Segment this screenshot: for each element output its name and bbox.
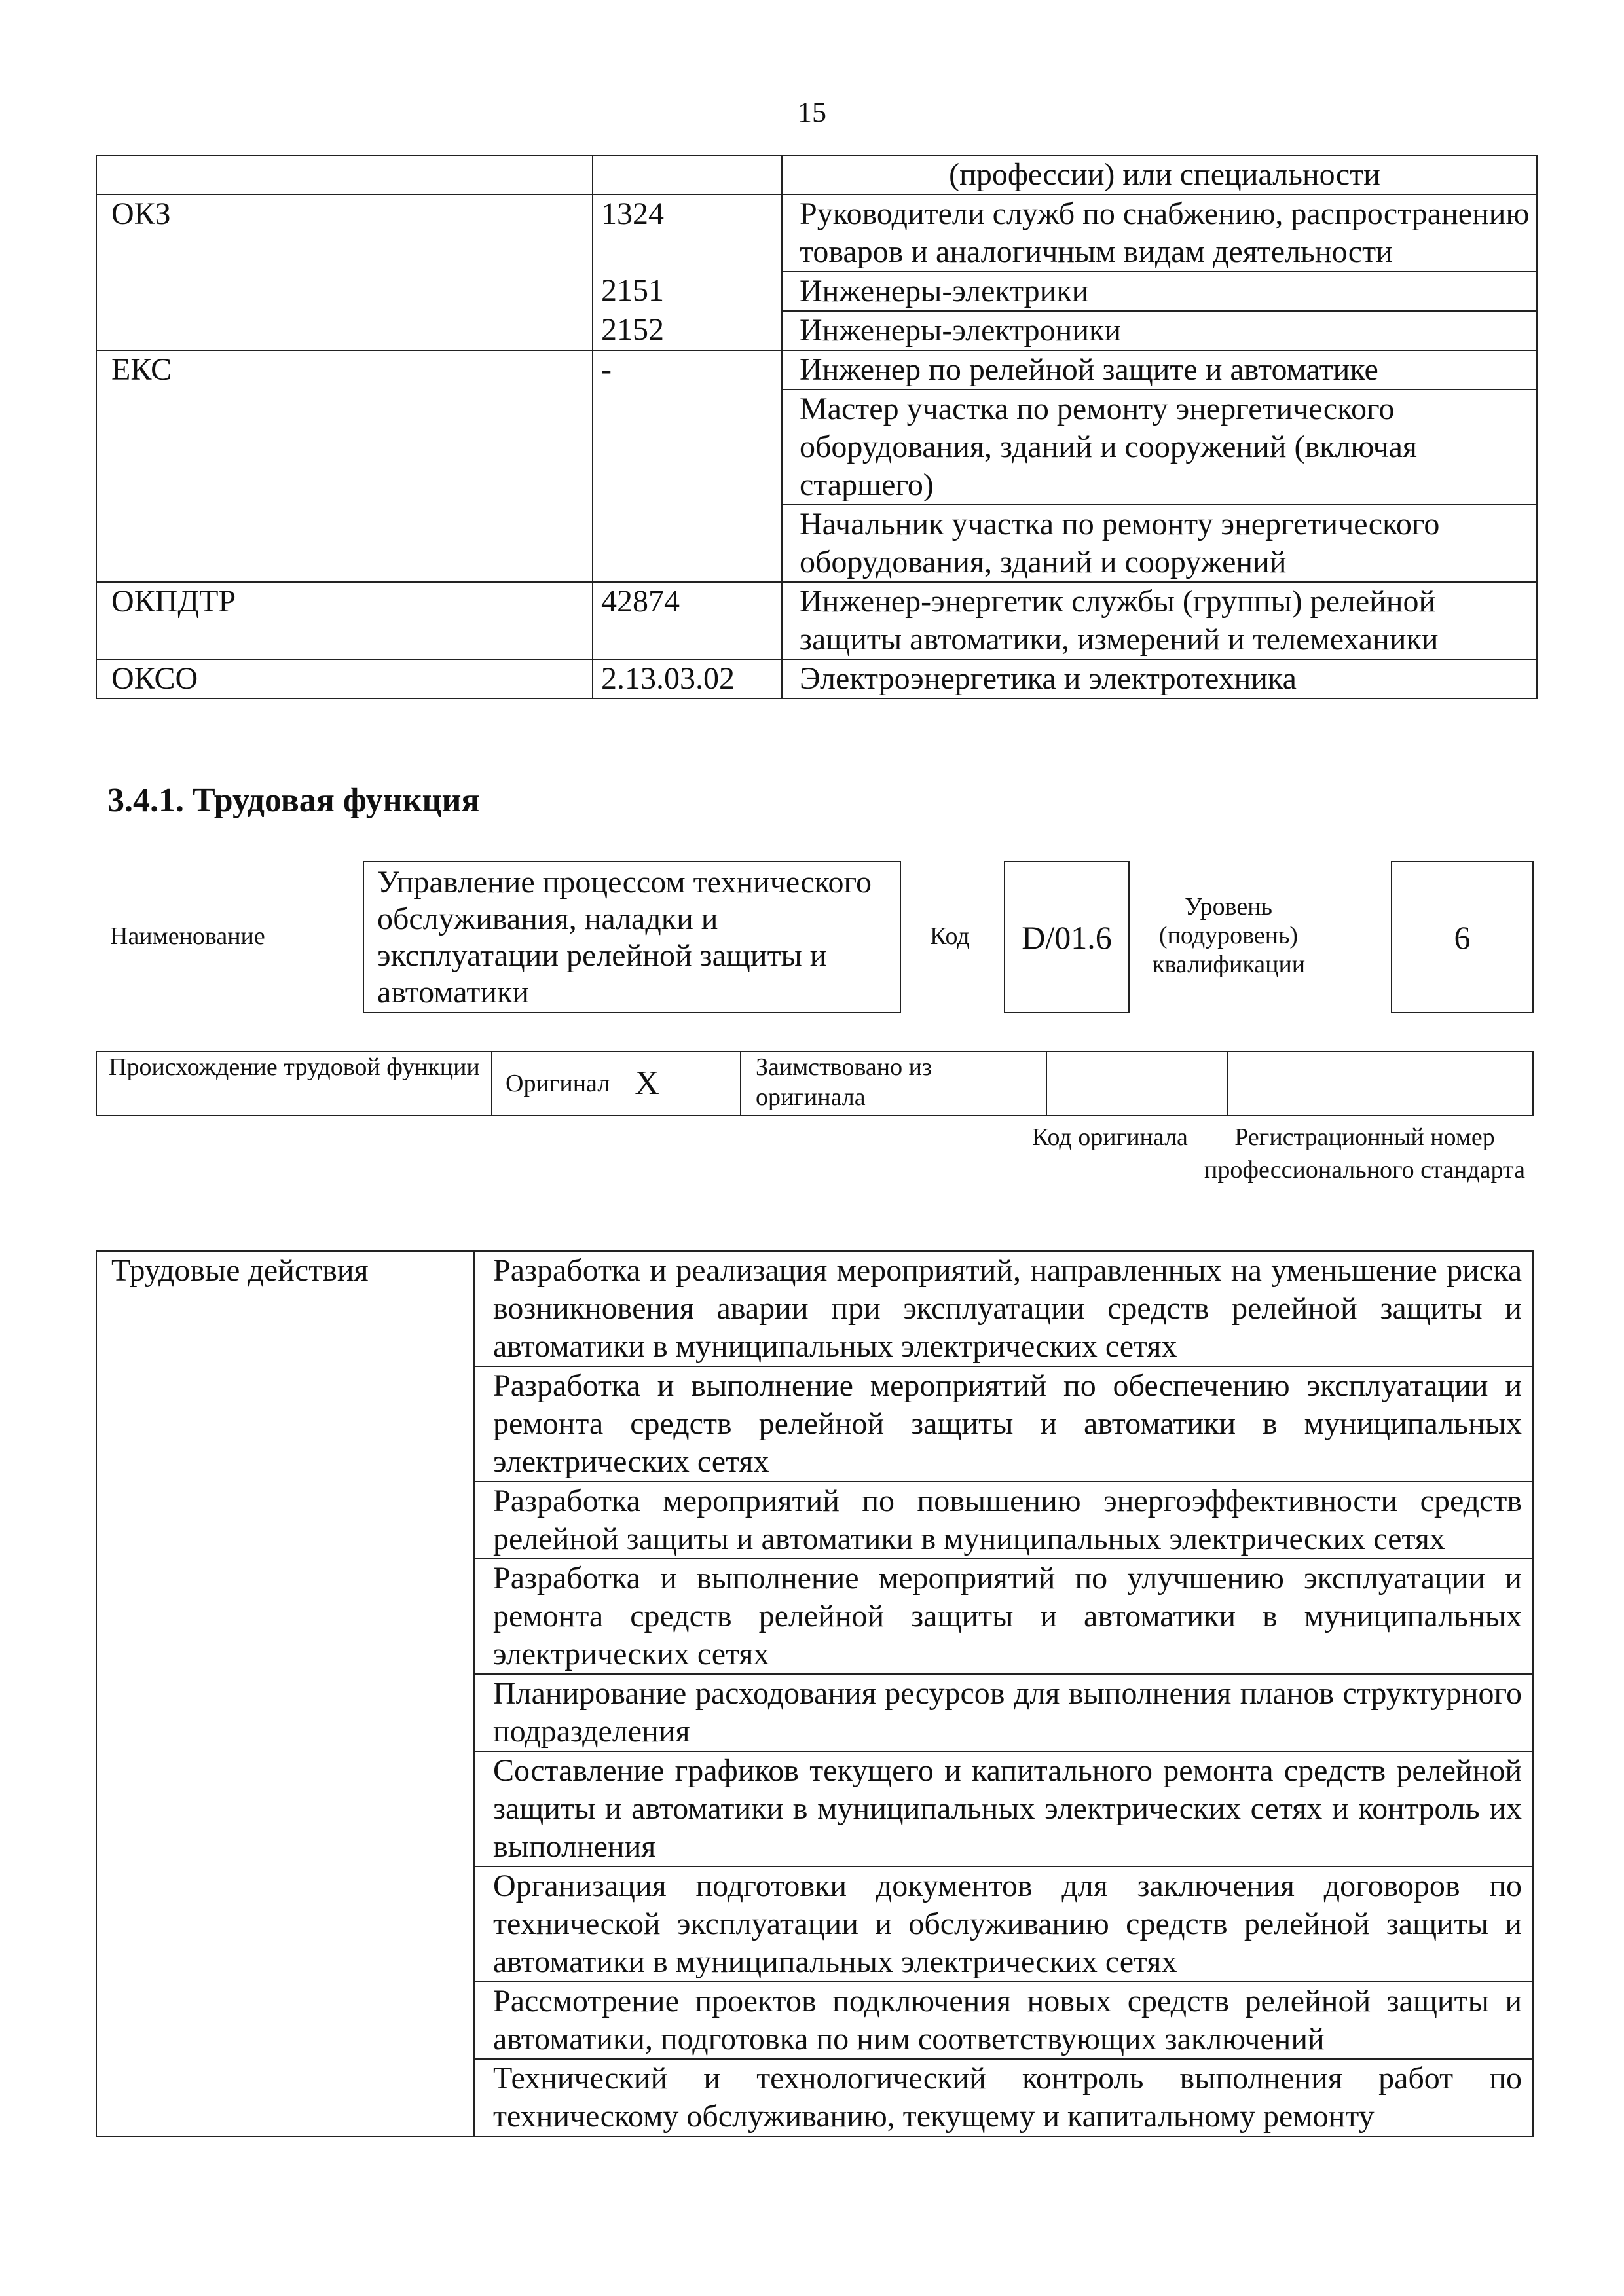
- table-row: [96, 350, 1537, 390]
- original-cell: [492, 1051, 741, 1116]
- qualification-level-value: 6: [1391, 861, 1534, 1013]
- labor-actions-table: [96, 1250, 1534, 2137]
- name-cell: Инженер по релейной защите и автоматике: [782, 350, 1537, 390]
- code-system-cell: [96, 390, 593, 505]
- table-row: [96, 582, 1537, 659]
- labor-action-item: Разработка и выполнение мероприятий по обеспечению эксплуатации и ремонта средств релейной защиты и автоматики в муниципальных электрических сетях: [474, 1366, 1533, 1482]
- code-system-cell: [96, 311, 593, 350]
- code-system-cell: ОКЗ: [96, 194, 593, 272]
- code-cell: 2.13.03.02: [593, 659, 782, 699]
- table-cell: [96, 155, 593, 194]
- code-cell: 42874: [593, 582, 782, 659]
- labor-action-item: Рассмотрение проектов подключения новых средств релейной защиты и автоматики, подготовка по ним соответствующих заключений: [474, 1982, 1533, 2059]
- origin-table: [96, 1051, 1534, 1116]
- labor-action-item: Разработка и реализация мероприятий, направленных на уменьшение риска возникновения аварии при эксплуатации средств релейной защиты и автоматики в муниципальных электрических сетях: [474, 1251, 1533, 1366]
- labor-action-item: Организация подготовки документов для заключения договоров по технической эксплуатации и обслуживанию средств релейной защиты и автоматики в муниципальных электрических сетях: [474, 1867, 1533, 1982]
- section-title: 3.4.1. Трудовая функция: [107, 782, 480, 819]
- original-mark: X: [635, 1065, 659, 1102]
- table-row: [96, 1051, 1533, 1116]
- labor-action-item: Разработка мероприятий по повышению энергоэффективности средств релейной защиты и автоматики в муниципальных электрических сетях: [474, 1482, 1533, 1559]
- code-system-cell: ОКПДТР: [96, 582, 593, 659]
- name-cell: Инженер-энергетик службы (группы) релейной защиты автоматики, измерений и телемеханики: [782, 582, 1537, 659]
- code-cell: 2152: [593, 311, 782, 350]
- name-cell: Руководители служб по снабжению, распространению товаров и аналогичным видам деятельности: [782, 194, 1537, 272]
- table-row: [96, 272, 1537, 311]
- table-cell: [593, 155, 782, 194]
- table-row: [96, 194, 1537, 272]
- table-row: [96, 659, 1537, 699]
- labor-actions-label: Трудовые действия: [96, 1251, 474, 2136]
- name-cell: Электроэнергетика и электротехника: [782, 659, 1537, 699]
- code-system-cell: [96, 505, 593, 582]
- code-cell: 1324: [593, 194, 782, 272]
- name-cell: Начальник участка по ремонту энергетического оборудования, зданий и сооружений: [782, 505, 1537, 582]
- name-cell: Мастер участка по ремонту энергетического оборудования, зданий и сооружений (включая старшего): [782, 390, 1537, 505]
- code-cell: [593, 390, 782, 505]
- table-cell: (профессии) или специальности: [782, 155, 1537, 194]
- reg-number-caption: Регистрационный номер профессионального стандарта: [1204, 1123, 1525, 1184]
- qualification-level-label: Уровень (подуровень) квалификации: [1153, 893, 1306, 978]
- original-code-caption: Код оригинала: [1032, 1123, 1188, 1151]
- reg-number-cell: [1228, 1051, 1533, 1116]
- name-cell: Инженеры-электрики: [782, 272, 1537, 311]
- page-number: 15: [798, 96, 826, 128]
- labor-action-item: Разработка и выполнение мероприятий по улучшению эксплуатации и ремонта средств релейной защиты и автоматики в муниципальных электрических сетях: [474, 1559, 1533, 1674]
- code-cell: [593, 505, 782, 582]
- origin-label: Происхождение трудовой функции: [96, 1051, 492, 1116]
- code-system-cell: [96, 272, 593, 311]
- function-code-value: D/01.6: [1004, 861, 1130, 1013]
- labor-action-item: Планирование расходования ресурсов для выполнения планов структурного подразделения: [474, 1674, 1533, 1751]
- function-code-label: Код: [930, 922, 970, 950]
- table-row: [96, 311, 1537, 350]
- table-row: [96, 390, 1537, 505]
- original-label: Оригинал: [506, 1070, 610, 1097]
- table-row: [96, 1251, 1533, 1366]
- classification-table: [96, 155, 1538, 699]
- code-cell: -: [593, 350, 782, 390]
- table-row: [96, 505, 1537, 582]
- function-name-value: Управление процессом технического обслуживания, наладки и эксплуатации релейной защиты и автоматики: [363, 861, 901, 1013]
- labor-action-item: Составление графиков текущего и капитального ремонта средств релейной защиты и автоматики в муниципальных электрических сетях и контроль их выполнения: [474, 1751, 1533, 1867]
- borrowed-label: Заимствовано из оригинала: [741, 1051, 1046, 1116]
- labor-action-item: Технический и технологический контроль выполнения работ по техническому обслуживанию, текущему и капитальному ремонту: [493, 2061, 1522, 2134]
- code-system-cell: ОКСО: [96, 659, 593, 699]
- labor-action-item-wrap: [474, 2059, 1533, 2136]
- original-code-cell: [1046, 1051, 1228, 1116]
- table-row: [96, 155, 1537, 194]
- function-name-label: Наименование: [110, 922, 265, 950]
- code-cell: 2151: [593, 272, 782, 311]
- code-system-cell: ЕКС: [96, 350, 593, 390]
- name-cell: Инженеры-электроники: [782, 311, 1537, 350]
